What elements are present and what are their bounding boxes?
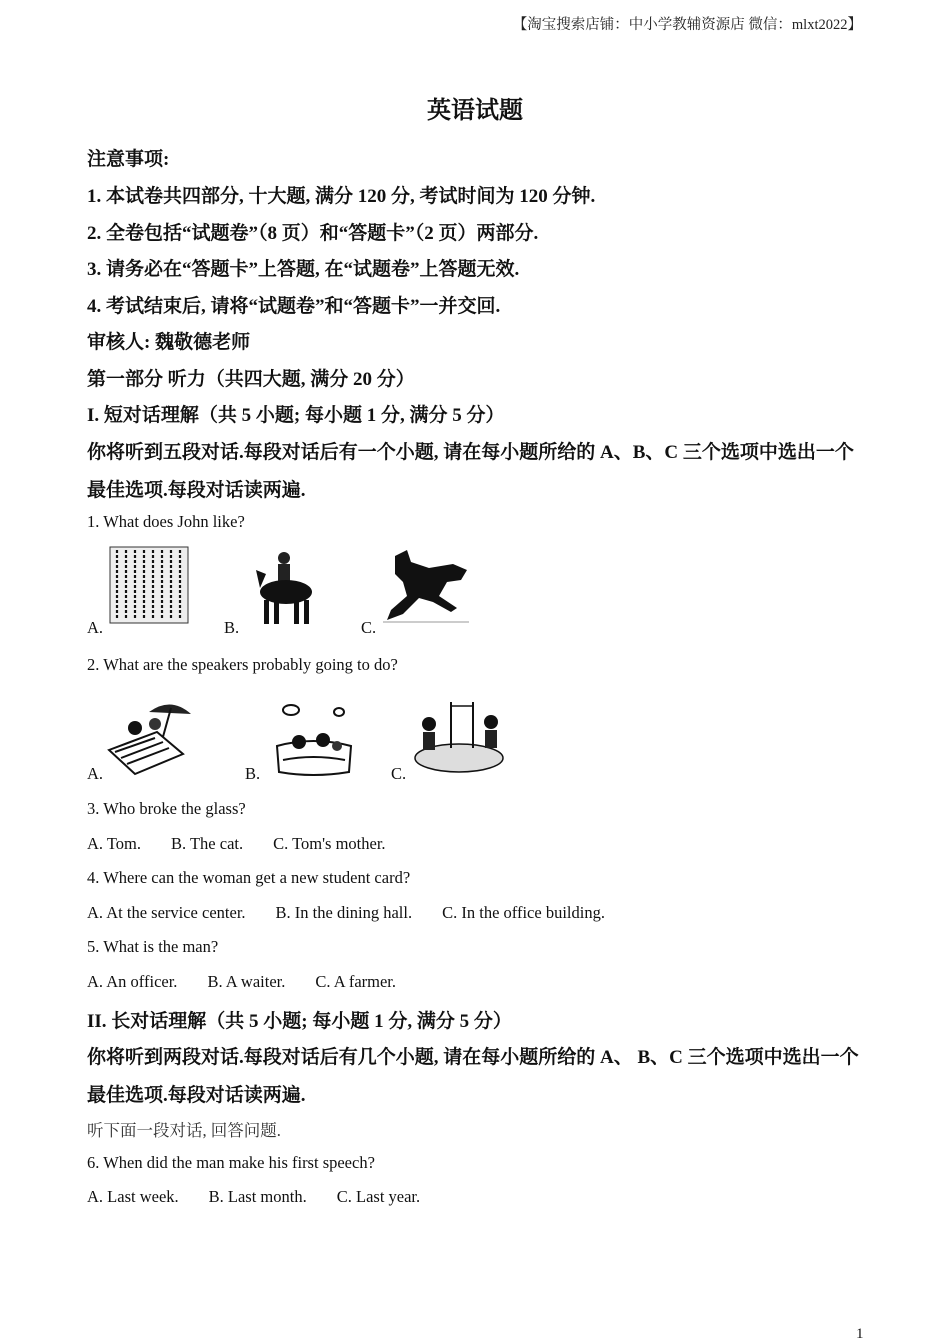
q6-options: [87, 1187, 450, 1207]
option-label: C.: [391, 764, 407, 783]
question-3: 3. Who broke the glass?: [87, 799, 246, 818]
calligraphy-icon: [109, 546, 189, 624]
option-label: A.: [87, 764, 104, 783]
part1-heading: 第一部分 听力（共四大题, 满分 20 分）: [87, 369, 415, 390]
q2-option-a[interactable]: [87, 690, 197, 784]
q5-option-a[interactable]: A. An officer.: [87, 972, 178, 991]
question-5: 5. What is the man?: [87, 937, 219, 956]
option-label: A.: [87, 618, 104, 637]
q2-option-c[interactable]: [391, 684, 521, 784]
galloping-horse-icon: [381, 546, 471, 626]
section2-heading: II. 长对话理解（共 5 小题; 每小题 1 分, 满分 5 分）: [87, 1011, 512, 1032]
reviewer: 审核人: 魏敬德老师: [87, 332, 251, 353]
option-label: B.: [245, 764, 261, 783]
q1-option-c[interactable]: [361, 542, 481, 638]
q3-option-b[interactable]: B. The cat.: [171, 834, 244, 853]
q4-options: [87, 903, 635, 923]
q4-option-a[interactable]: A. At the service center.: [87, 903, 246, 922]
q3-option-c[interactable]: C. Tom's mother.: [273, 834, 386, 853]
kids-in-pool-icon: [273, 700, 355, 776]
horse-rider-statue-icon: [254, 548, 318, 628]
listening-hint: 听下面一段对话, 回答问题.: [87, 1121, 281, 1140]
q5-option-c[interactable]: C. A farmer.: [315, 972, 397, 991]
section2-instructions: 你将听到两段对话.每段对话后有几个小题, 请在每小题所给的 A、 B、C 三个选项中选出一个: [87, 1047, 859, 1068]
q5-options: [87, 972, 426, 992]
question-4: 4. Where can the woman get a new student card?: [87, 868, 411, 887]
q3-options: [87, 834, 416, 854]
q4-option-c[interactable]: C. In the office building.: [442, 903, 605, 922]
q3-option-a[interactable]: A. Tom.: [87, 834, 142, 853]
option-label: B.: [224, 618, 240, 637]
page-title: 英语试题: [427, 98, 523, 124]
note-item: 2. 全卷包括“试题卷”（8 页）和“答题卡”（2 页）两部分.: [87, 223, 539, 244]
question-2: 2. What are the speakers probably going to do?: [87, 655, 398, 674]
q5-option-b[interactable]: B. A waiter.: [207, 972, 286, 991]
note-item: 4. 考试结束后, 请将“试题卷”和“答题卡”一并交回.: [87, 296, 501, 317]
q2-option-b[interactable]: [245, 690, 365, 784]
q1-option-b[interactable]: [224, 542, 324, 638]
q4-option-b[interactable]: B. In the dining hall.: [275, 903, 413, 922]
page-number: 1: [856, 1326, 864, 1342]
question-1: 1. What does John like?: [87, 512, 245, 531]
beach-picnic-icon: [105, 694, 193, 778]
section1-instructions: 你将听到五段对话.每段对话后有一个小题, 请在每小题所给的 A、B、C 三个选项中选出一个: [87, 442, 854, 463]
question-6: 6. When did the man make his first speech?: [87, 1153, 375, 1172]
page-header: 【淘宝搜索店铺：中小学教辅资源店 微信：mlxt2022】: [512, 17, 862, 33]
note-item: 3. 请务必在“答题卡”上答题, 在“试题卷”上答题无效.: [87, 259, 520, 280]
notes-heading: 注意事项:: [87, 149, 170, 170]
note-item: 1. 本试卷共四部分, 十大题, 满分 120 分, 考试时间为 120 分钟.: [87, 186, 596, 207]
q6-option-c[interactable]: C. Last year.: [336, 1187, 421, 1206]
section2-instructions-cont: 最佳选项.每段对话读两遍.: [87, 1085, 306, 1106]
tennis-court-icon: [411, 688, 507, 776]
q1-option-a[interactable]: [87, 542, 197, 638]
q6-option-b[interactable]: B. Last month.: [208, 1187, 307, 1206]
section1-instructions-cont: 最佳选项.每段对话读两遍.: [87, 480, 306, 501]
section1-heading: I. 短对话理解（共 5 小题; 每小题 1 分, 满分 5 分）: [87, 405, 505, 426]
option-label: C.: [361, 618, 377, 637]
q6-option-a[interactable]: A. Last week.: [87, 1187, 179, 1206]
